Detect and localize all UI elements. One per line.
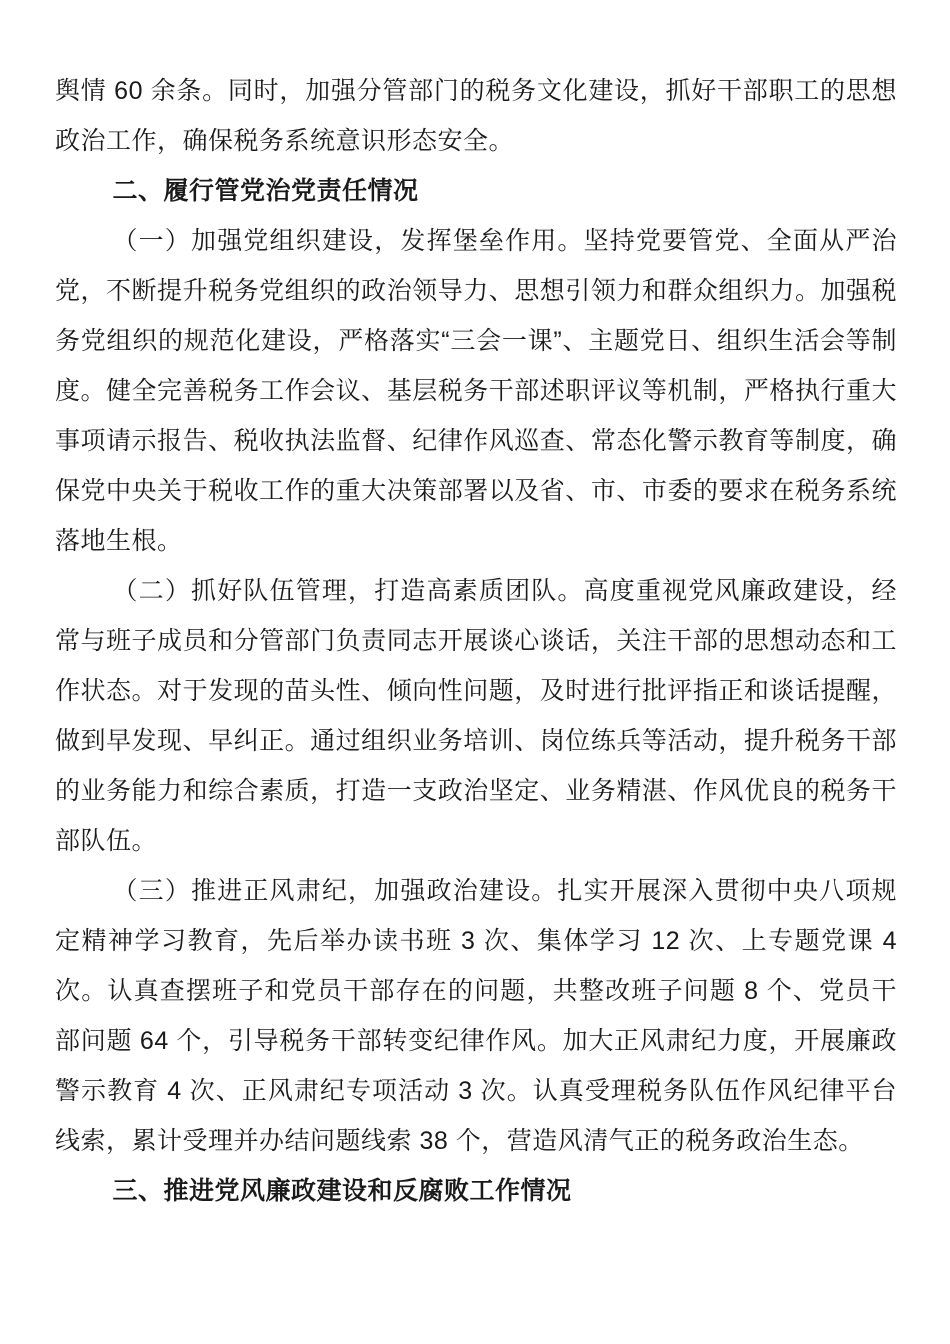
paragraph-continuation: 舆情 60 余条。同时，加强分管部门的税务文化建设，抓好干部职工的思想政治工作，确保税务系统意识形态安全。 xyxy=(55,77,897,155)
section-heading-3: 三、推进党风廉政建设和反腐败工作情况 xyxy=(112,1177,572,1205)
paragraph-section2-item-1: （一）加强党组织建设，发挥堡垒作用。坚持党要管党、全面从严治党，不断提升税务党组织的政治领导力、思想引领力和群众组织力。加强税务党组织的规范化建设，严格落实“三会一课”、主题党日、组织生活会等制度。健全完善税务工作会议、基层税务干部述职评议等机制，严格执行重大事项请示报告、税收执法监督、纪律作风巡查、常态化警示教育等制度，确保党中央关于税收工作的重大决策部署以及省、市、市委的要求在税务系统落地生根。 xyxy=(55,227,897,555)
paragraph-section2-item-3: （三）推进正风肃纪，加强政治建设。扎实开展深入贯彻中央八项规定精神学习教育，先后举办读书班 3 次、集体学习 12 次、上专题党课 4 次。认真查摆班子和党员干部存在的问题，共整改班子问题 8 个、党员干部问题 64 个，引导税务干部转变纪律作风。加大正风肃纪力度，开展廉政警示教育 4 次、正风肃纪专项活动 3 次。认真受理税务队伍作风纪律平台线索，累计受理并办结问题线索 38 个，营造风清气正的税务政治生态。 xyxy=(55,877,897,1155)
section-heading-2: 二、履行管党治党责任情况 xyxy=(112,177,419,205)
paragraph-section2-item-2: （二）抓好队伍管理，打造高素质团队。高度重视党风廉政建设，经常与班子成员和分管部门负责同志开展谈心谈话，关注干部的思想动态和工作状态。对于发现的苗头性、倾向性问题，及时进行批评指正和谈话提醒，做到早发现、早纠正。通过组织业务培训、岗位练兵等活动，提升税务干部的业务能力和综合素质，打造一支政治坚定、业务精湛、作风优良的税务干部队伍。 xyxy=(55,577,897,855)
